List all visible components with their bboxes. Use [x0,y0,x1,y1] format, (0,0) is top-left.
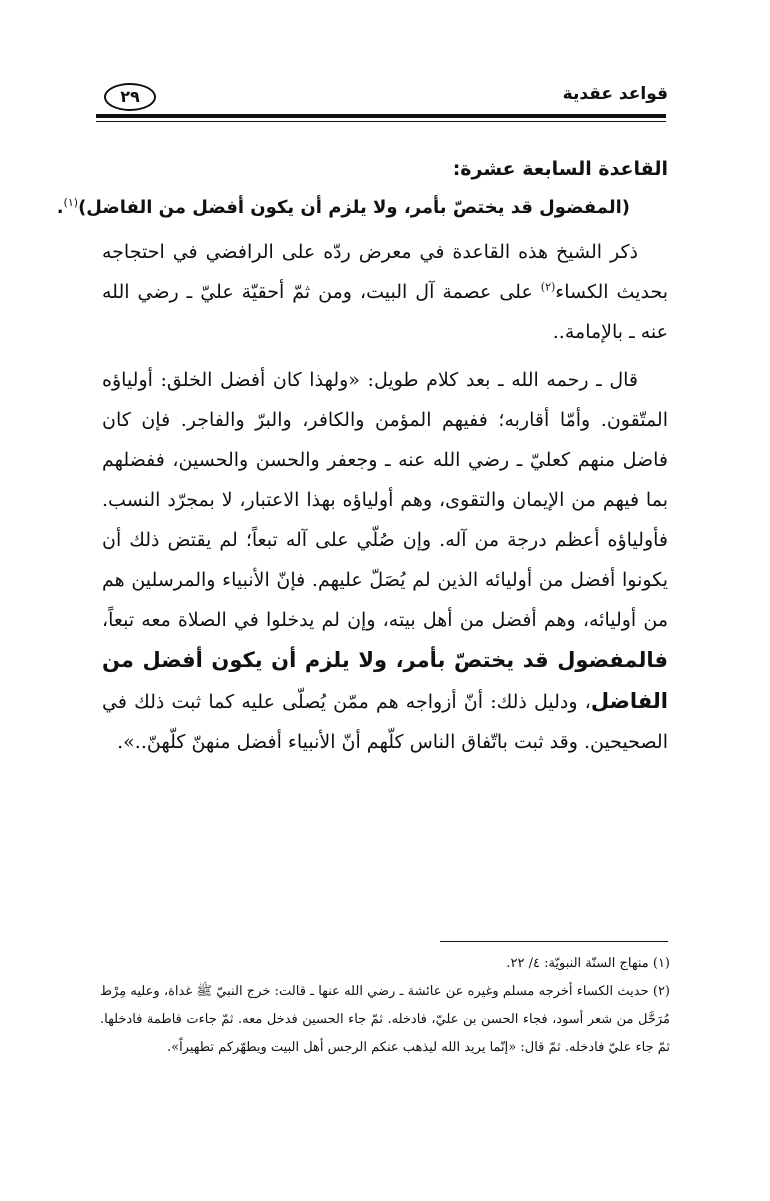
rule-statement-end: . [56,197,64,218]
running-header-title: قواعد عقدية [562,84,668,104]
footnote-ref-2: (٢) [540,280,556,294]
paragraph-quote-part2: ، ودليل ذلك: أنّ أزواجه هم ممّن يُصلّى عليه كما ثبت ذلك في الصحيحين. وقد ثبت باتّفاق الناس كلّهم أنّ الأنبياء أفضل منهنّ كلّهنّ..». [102,691,668,753]
paragraph-quote [102,360,668,762]
footnote-ref-1: (١) [63,196,79,209]
paragraph-quote-part1: قال ـ رحمه الله ـ بعد كلام طويل: «ولهذا كان أفضل الخلق: أولياؤه المتّقون. وأمّا أقاربه؛ ففيهم المؤمن والكافر، والبرّ والفاجر. فإن كان فاضل منهم كعليّ ـ رضي الله عنه ـ وجعفر والحسن والحسين، ففضلهم بما فيهم من الإيمان والتقوى، وهم أولياؤه بهذا الاعتبار، لا بمجرّد النسب. فأولياؤه أعظم درجة من آله. وإن صُلّي على آله تبعاً؛ لم يقتض ذلك أن يكونوا أفضل من أوليائه الذين لم يُصَلّ عليهم. فإنّ الأنبياء والمرسلين هم من أوليائه، وهم أفضل من أهل بيته، وإن لم يدخلوا في الصلاة معه تبعاً، [102,369,668,631]
paragraph-intro-part1: ذكر الشيخ هذه القاعدة في معرض ردّه على الرافضي في احتجاجه بحديث الكساء [102,241,668,303]
footnote-separator [440,941,668,942]
header-rule-thin [96,121,666,122]
header-rule-thick [96,114,666,118]
footnote-1: (١) منهاج السنّة النبويّة: ٤/ ٢٢. [506,956,670,971]
rule-statement [57,197,630,218]
footnote-2: (٢) حديث الكساء أخرجه مسلم وغيره عن عائشة ـ رضي الله عنها ـ قالت: خرج النبيّ ﷺ غداة، وعليه مِرْط مُرَحَّل من شعر أسود، فجاء الحسن بن عليّ، فادخله. ثمّ جاء الحسين فدخل معه. ثمّ جاءت فاطمة فادخلها. ثمّ جاء عليّ فادخله. ثمّ قال: «إنّما يريد الله ليذهب عنكم الرجس أهل البيت ويطهّركم تطهيراً». [100,984,670,1055]
section-heading: القاعدة السابعة عشرة: [452,158,668,180]
footnotes [100,950,670,1062]
paragraph-intro [102,232,668,352]
paragraph-intro-part2: على عصمة آل البيت، ومن ثمّ أحقيّة عليّ ـ رضي الله عنه ـ بالإمامة.. [102,281,668,343]
rule-statement-text: (المفضول قد يختصّ بأمر، ولا يلزم أن يكون أفضل من الفاضل) [78,197,630,218]
emphasized-rule: فالمفضول قد يختصّ بأمر، ولا يلزم أن يكون أفضل من الفاضل [102,648,668,713]
page-number-badge: ٢٩ [104,83,156,111]
